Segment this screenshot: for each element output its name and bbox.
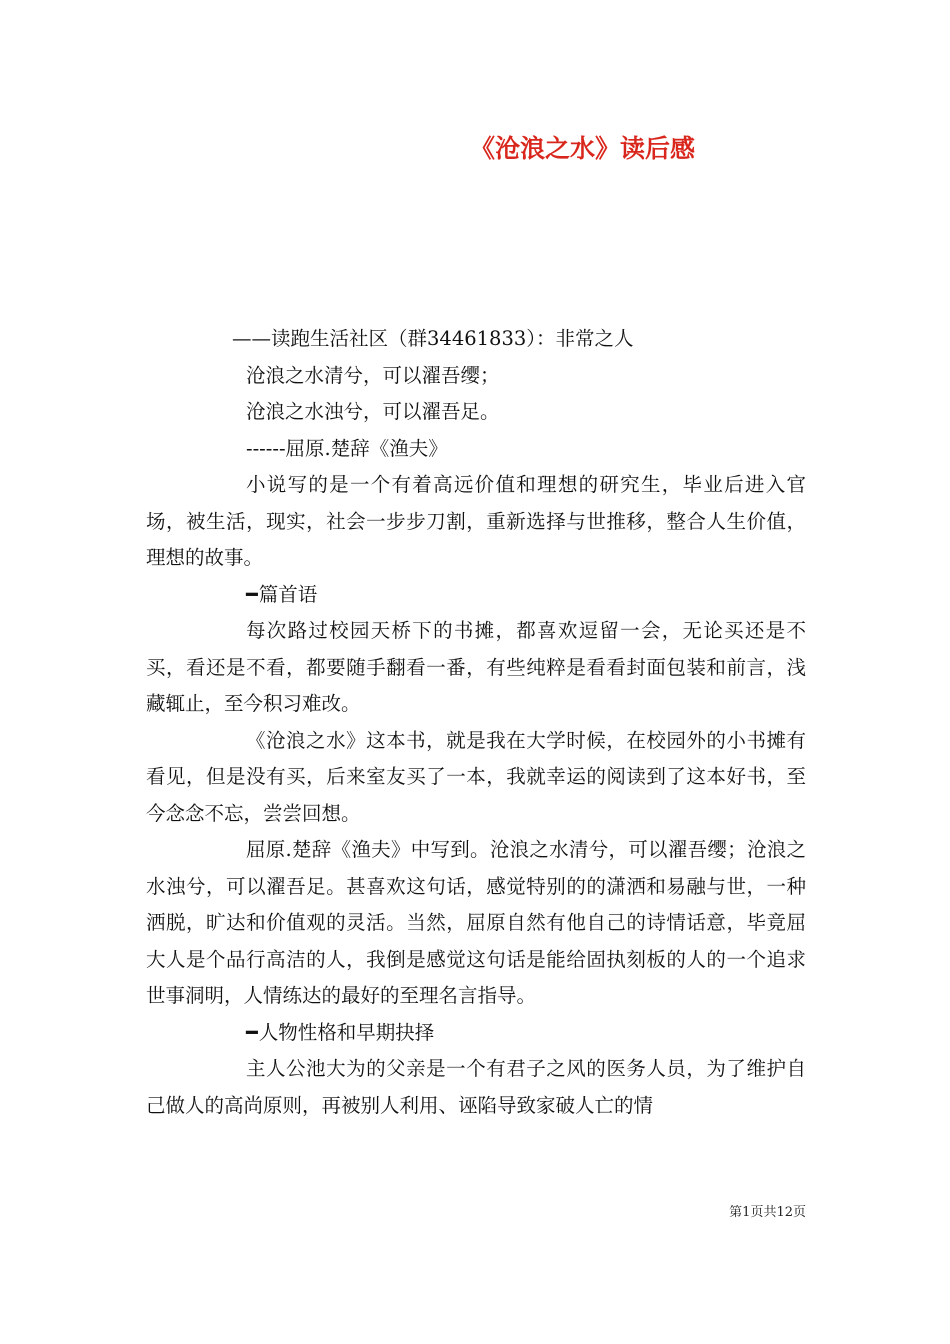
page-footer: 第1页共12页 [729,1205,806,1220]
section-heading-label: 人物性格和早期抉择 [258,1020,435,1044]
section-heading-label: 篇首语 [258,582,318,606]
source-line: ——读跑生活社区（群34461833）：非常之人 [232,327,634,350]
section-heading-preface [146,577,806,614]
paragraph: 每次路过校园天桥下的书摊，都喜欢逗留一会，无论买还是不买，看还是不看，都要随手翻看一番，有些纯粹是看看封面包装和前言，浅藏辄止，至今积习难改。 [146,619,806,715]
document-body [146,321,806,1124]
document-title: 《沧浪之水》读后感 [469,134,695,163]
paragraph: 《沧浪之水》这本书，就是我在大学时候，在校园外的小书摊有看见，但是没有买，后来室友买了一本，我就幸运的阅读到了这本好书，至今念念不忘，尝尝回想。 [146,728,806,825]
heading-dash-icon: ━ [246,582,258,606]
heading-dash-icon: ━ [246,1020,258,1044]
verse-line-2: 沧浪之水浊兮，可以濯吾足。 [246,400,500,423]
intro-paragraph: 小说写的是一个有着高远价值和理想的研究生，毕业后进入官场，被生活，现实，社会一步步刀割，重新选择与世推移，整合人生价值，理想的故事。 [146,473,806,569]
paragraph: 屈原.楚辞《渔夫》中写到。沧浪之水清兮，可以濯吾缨；沧浪之水浊兮，可以濯吾足。甚喜欢这句话，感觉特别的的潇洒和易融与世，一种洒脱，旷达和价值观的灵活。当然，屈原自然有他自己的诗情话意，毕竟屈大人是个品行高洁的人，我倒是感觉这句话是能给固执刻板的人的一个追求世事洞明，人情练达的最好的至理名言指导。 [146,838,806,1007]
verse-attribution: ------屈原.楚辞《渔夫》 [246,436,448,460]
section-heading-character [146,1015,806,1052]
paragraph: 主人公池大为的父亲是一个有君子之风的医务人员，为了维护自己做人的高尚原则，再被别人利用、诬陷导致家破人亡的情 [146,1057,806,1117]
verse-line-1: 沧浪之水清兮，可以濯吾缨； [246,363,500,387]
